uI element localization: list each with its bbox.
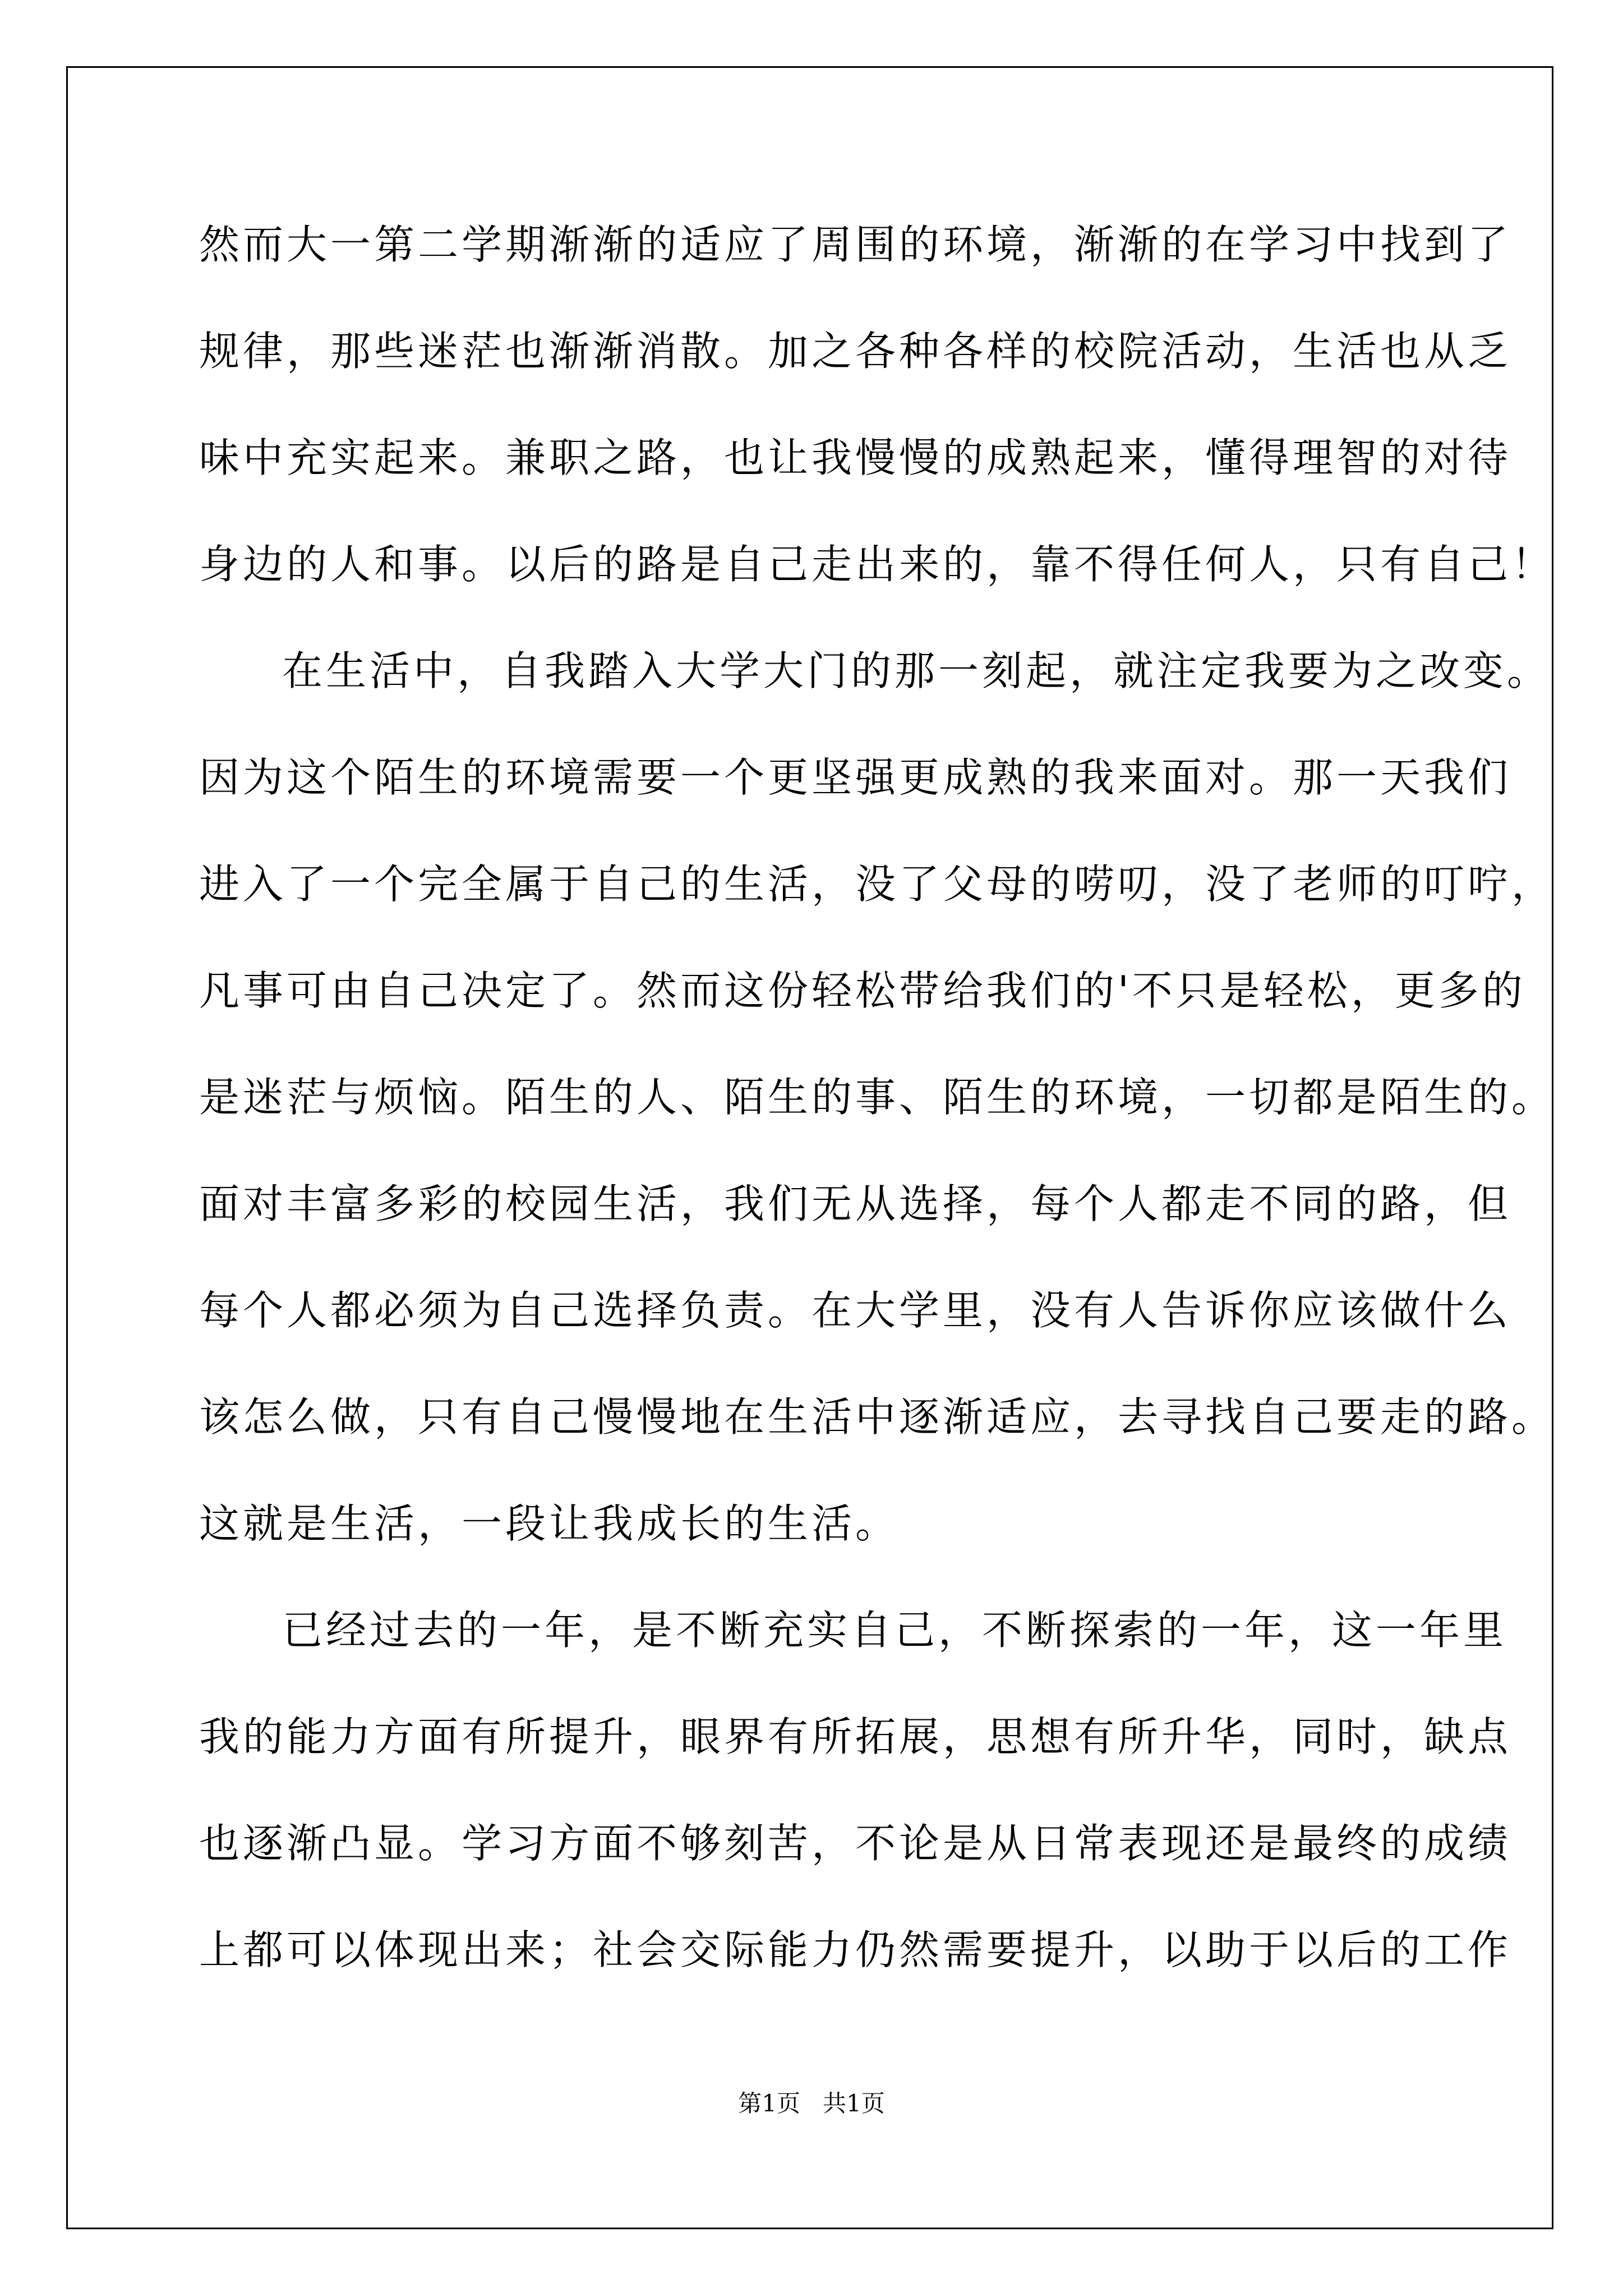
text-line-17: 上都可以体现出来；社会交际能力仍然需要提升，以助于以后的工作 xyxy=(199,1926,1512,1973)
page-footer: 第1页 共1页 xyxy=(738,2090,885,2117)
text-line-8: 凡事可由自己决定了。然而这份轻松带给我们的'不只是轻松，更多的 xyxy=(199,967,1526,1014)
text-line-9: 是迷茫与烦恼。陌生的人、陌生的事、陌生的环境，一切都是陌生的。 xyxy=(199,1074,1556,1121)
text-line-2: 规律，那些迷茫也渐渐消散。加之各种各样的校院活动，生活也从乏 xyxy=(199,328,1512,375)
document-body xyxy=(199,218,1556,2030)
text-line-10: 面对丰富多彩的校园生活，我们无从选择，每个人都走不同的路，但 xyxy=(199,1180,1512,1227)
text-line-12: 该怎么做，只有自己慢慢地在生活中逐渐适应，去寻找自己要走的路。 xyxy=(199,1393,1556,1441)
text-line-11: 每个人都必须为自己选择负责。在大学里，没有人告诉你应该做什么 xyxy=(199,1287,1512,1334)
text-line-5: 在生活中，自我踏入大学大门的那一刻起，就注定我要为之改变。 xyxy=(282,647,1551,694)
text-line-4: 身边的人和事。以后的路是自己走出来的，靠不得任何人，只有自己！ xyxy=(199,541,1556,588)
text-line-13: 这就是生活，一段让我成长的生活。 xyxy=(199,1500,900,1547)
text-line-16: 也逐渐凸显。学习方面不够刻苦，不论是从日常表现还是最终的成绩 xyxy=(199,1820,1512,1867)
text-line-14: 已经过去的一年，是不断充实自己，不断探索的一年，这一年里 xyxy=(282,1607,1507,1654)
text-line-3: 味中充实起来。兼职之路，也让我慢慢的成熟起来，懂得理智的对待 xyxy=(199,434,1512,481)
text-line-7: 进入了一个完全属于自己的生活，没了父母的唠叨，没了老师的叮咛， xyxy=(199,861,1556,908)
text-line-15: 我的能力方面有所提升，眼界有所拓展，思想有所升华，同时，缺点 xyxy=(199,1713,1512,1760)
text-line-6: 因为这个陌生的环境需要一个更坚强更成熟的我来面对。那一天我们 xyxy=(199,754,1512,801)
text-line-1: 然而大一第二学期渐渐的适应了周围的环境，渐渐的在学习中找到了 xyxy=(199,221,1512,268)
